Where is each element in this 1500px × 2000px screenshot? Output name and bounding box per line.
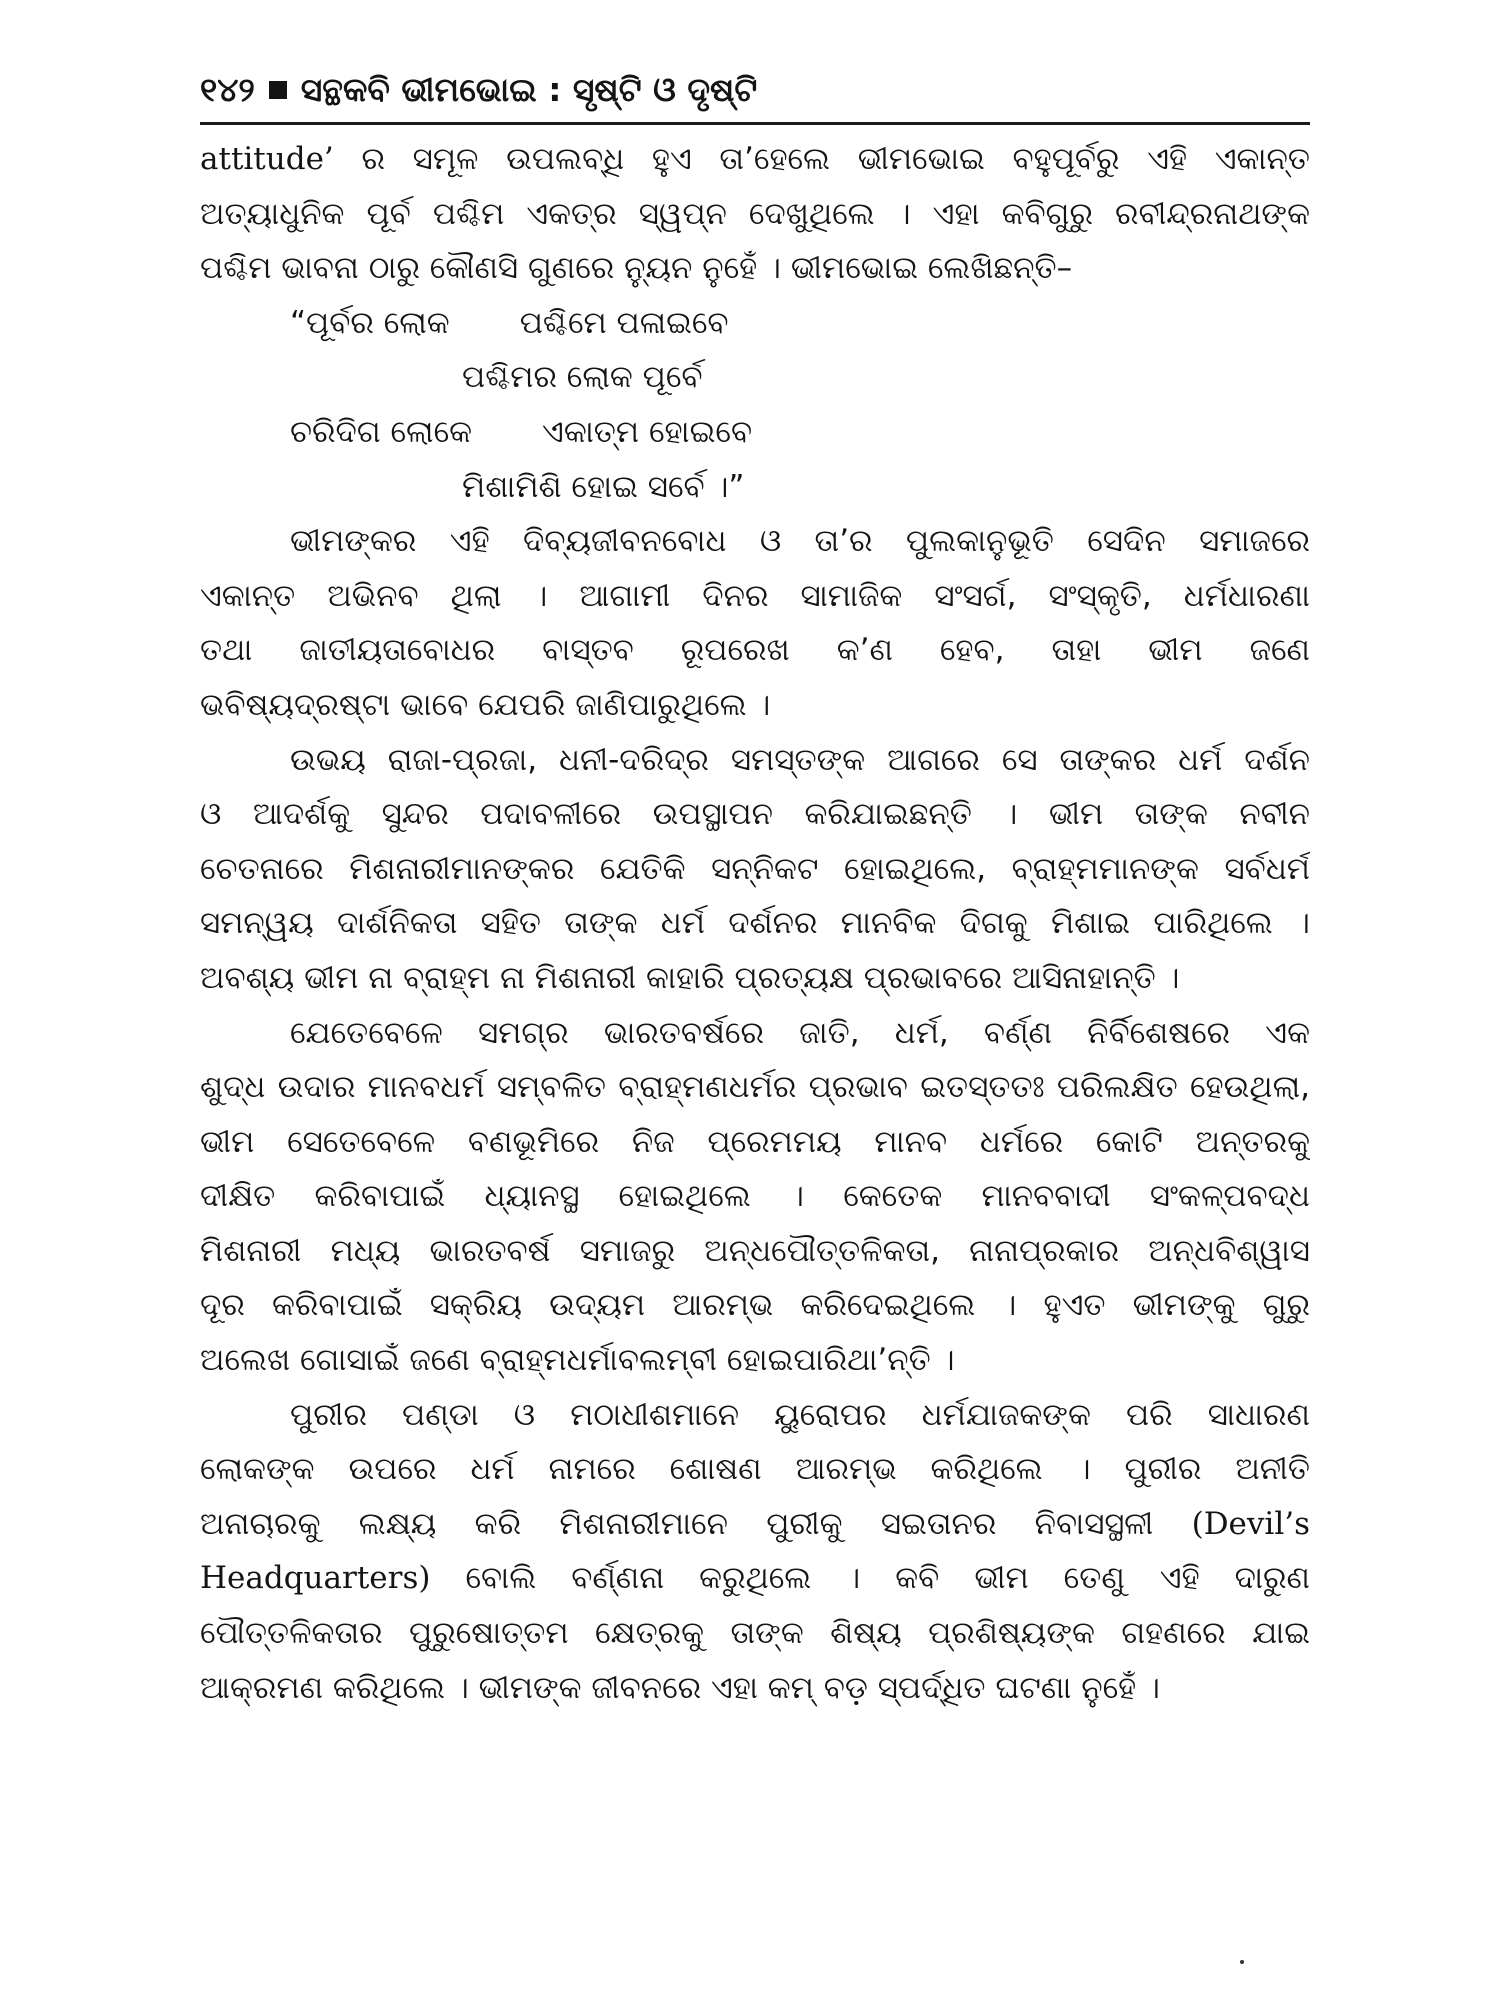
text-line: ଆକ୍ରମଣ କରିଥିଲେ । ଭୀମଙ୍କ ଜୀବନରେ ଏହା କମ୍ ବଡ଼ ସ୍ପର୍ଦ୍ଧିତ ଘଟଣା ନୁହେଁ ।: [200, 1669, 1160, 1706]
latin-word: attitude’: [200, 141, 334, 177]
running-header: [200, 62, 1310, 118]
latin-word: (Devil’s: [1191, 1505, 1310, 1542]
verse-line: [200, 296, 1310, 351]
text-line: ମିଶନାରୀ ମଧ୍ୟ ଭାରତବର୍ଷ ସମାଜରୁ ଅନ୍ଧପୌତ୍ତଳିକତା, ନାନାପ୍ରକାର ଅନ୍ଧବିଶ୍ୱାସ: [200, 1232, 1310, 1269]
print-speck: [1240, 1960, 1244, 1964]
verse-line: [200, 405, 1310, 460]
verse-part: ଚରିଦିଗ ଲୋକେ: [290, 413, 473, 450]
text-line: ଯେତେବେଳେ ସମଗ୍ର ଭାରତବର୍ଷରେ ଜାତି, ଧର୍ମ, ବର୍ଣ୍ଣ ନିର୍ବିଶେଷରେ ଏକ: [290, 1014, 1310, 1051]
text-line: ଭବିଷ୍ୟଦ୍ରଷ୍ଟା ଭାବେ ଯେପରି ଜାଣିପାରୁଥିଲେ ।: [200, 686, 771, 723]
text-line: ସମନ୍ୱୟ ଦାର୍ଶନିକତା ସହିତ ତାଙ୍କ ଧର୍ମ ଦର୍ଶନର ମାନବିକ ଦିଗକୁ ମିଶାଇ ପାରିଥିଲେ ।: [200, 905, 1310, 942]
text-line: ଅତ୍ୟାଧୁନିକ ପୂର୍ବ ପଶ୍ଚିମ ଏକତ୍ର ସ୍ୱପ୍ନ ଦେଖୁଥିଲେ । ଏହା କବିଗୁରୁ ରବୀନ୍ଦ୍ରନାଥଙ୍କ: [200, 195, 1310, 232]
line-text: ବୋଲି ବର୍ଣ୍ଣନା କରୁଥିଲେ । କବି ଭୀମ ତେଣୁ ଏହି ଦାରୁଣ: [430, 1560, 1310, 1597]
text-line: ଅଲେଖ ଗୋସାଇଁ ଜଣେ ବ୍ରାହ୍ମଧର୍ମାବଲମ୍ବୀ ହୋଇପାରିଥା’ନ୍ତି ।: [200, 1342, 955, 1379]
line-text: ର ସମୂଳ ଉପଲବ୍ଧି ହୁଏ ତା’ହେଲେ ଭୀମଭୋଇ ବହୁପୂର୍ବରୁ ଏହି ଏକାନ୍ତ: [333, 141, 1310, 177]
verse-part: “ପୂର୍ବର ଲୋକ: [290, 304, 450, 341]
text-line: ଭୀମଙ୍କର ଏହି ଦିବ୍ୟଜୀବନବୋଧ ଓ ତା’ର ପୁଲକାନୁଭୂତି ସେଦିନ ସମାଜରେ: [290, 523, 1310, 560]
text-line: ପୌତ୍ତଳିକତାର ପୁରୁଷୋତ୍ତମ କ୍ଷେତ୍ରକୁ ତାଙ୍କ ଶିଷ୍ୟ ପ୍ରଶିଷ୍ୟଙ୍କ ଗହଣରେ ଯାଇ: [200, 1615, 1310, 1652]
verse-part: ଏକାତ୍ମ ହୋଇବେ: [542, 413, 753, 450]
text-line: [200, 132, 1310, 187]
body-text: [200, 132, 1310, 1715]
text-line: ଦୂର କରିବାପାଇଁ ସକ୍ରିୟ ଉଦ୍ୟମ ଆରମ୍ଭ କରିଦେଇଥିଲେ । ହୁଏତ ଭୀମଙ୍କୁ ଗୁରୁ: [200, 1287, 1310, 1324]
text-line: ଓ ଆଦର୍ଶକୁ ସୁନ୍ଦର ପଦାବଳୀରେ ଉପସ୍ଥାପନ କରିଯାଇଛନ୍ତି । ଭୀମ ତାଙ୍କ ନବୀନ: [200, 796, 1310, 833]
text-line: ଲୋକଙ୍କ ଉପରେ ଧର୍ମ ନାମରେ ଶୋଷଣ ଆରମ୍ଭ କରିଥିଲେ । ପୁରୀର ଅନୀତି: [200, 1451, 1310, 1488]
text-line: ପଶ୍ଚିମ ଭାବନା ଠାରୁ କୌଣସି ଗୁଣରେ ନ୍ୟୁନ ନୁହେଁ । ଭୀମଭୋଇ ଲେଖିଛନ୍ତି–: [200, 250, 1073, 287]
text-line: ଅବଶ୍ୟ ଭୀମ ନା ବ୍ରାହ୍ମ ନା ମିଶନାରୀ କାହାରି ପ୍ରତ୍ୟକ୍ଷ ପ୍ରଭାବରେ ଆସିନାହାନ୍ତି ।: [200, 959, 1180, 996]
page-number: ୧୪୨: [200, 70, 255, 109]
text-line: ତଥା ଜାତୀୟତାବୋଧର ବାସ୍ତବ ରୂପରେଖ କ’ଣ ହେବ, ତାହା ଭୀମ ଜଣେ: [200, 632, 1310, 669]
verse-line: ମିଶାମିଶି ହୋଇ ସର୍ବେ ।”: [462, 468, 745, 505]
latin-word: Headquarters): [200, 1560, 431, 1597]
text-line: ଏକାନ୍ତ ଅଭିନବ ଥିଲା । ଆଗାମୀ ଦିନର ସାମାଜିକ ସଂସର୍ଗ, ସଂସ୍କୃତି, ଧର୍ମଧାରଣା: [200, 577, 1310, 614]
text-line: ପୁରୀର ପଣ୍ଡା ଓ ମଠାଧୀଶମାନେ ୟୁରୋପର ଧର୍ମଯାଜକଙ୍କ ପରି ସାଧାରଣ: [290, 1396, 1310, 1433]
text-line: [200, 1551, 1310, 1606]
text-line: ଉଭୟ ରାଜା-ପ୍ରଜା, ଧନୀ-ଦରିଦ୍ର ସମସ୍ତଙ୍କ ଆଗରେ ସେ ତାଙ୍କର ଧର୍ମ ଦର୍ଶନ: [290, 741, 1310, 778]
text-line: ଚେତନାରେ ମିଶନାରୀମାନଙ୍କର ଯେତିକି ସନ୍ନିକଟ ହୋଇଥିଲେ, ବ୍ରାହ୍ମମାନଙ୍କ ସର୍ବଧର୍ମ: [200, 850, 1310, 887]
text-line: ଦୀକ୍ଷିତ କରିବାପାଇଁ ଧ୍ୟାନସ୍ଥ ହୋଇଥିଲେ । କେତେକ ମାନବବାଦୀ ସଂକଳ୍ପବଦ୍ଧ: [200, 1178, 1310, 1215]
header-rule: [200, 122, 1310, 125]
running-title: ସନ୍ଥକବି ଭୀମଭୋଇ : ସୃଷ୍ଟି ଓ ଦୃଷ୍ଟି: [300, 70, 758, 109]
verse-line: ପଶ୍ଚିମର ଲୋକ ପୂର୍ବେ: [462, 359, 703, 396]
square-bullet-icon: [269, 81, 287, 99]
verse-part: ପଶ୍ଚିମେ ପଳାଇବେ: [519, 304, 729, 341]
text-line: [200, 1497, 1310, 1552]
line-text: ଅନାଚାରକୁ ଲକ୍ଷ୍ୟ କରି ମିଶନାରୀମାନେ ପୁରୀକୁ ସଇତାନର ନିବାସସ୍ଥଳୀ: [200, 1505, 1192, 1542]
text-line: ଭୀମ ସେତେବେଳେ ବଣଭୂମିରେ ନିଜ ପ୍ରେମମୟ ମାନବ ଧର୍ମରେ କୋଟି ଅନ୍ତରକୁ: [200, 1123, 1310, 1160]
text-line: ଶୁଦ୍ଧ ଉଦାର ମାନବଧର୍ମ ସମ୍ବଳିତ ବ୍ରାହ୍ମଣଧର୍ମର ପ୍ରଭାବ ଇତସ୍ତତଃ ପରିଲକ୍ଷିତ ହେଉଥିଲା,: [200, 1069, 1310, 1106]
